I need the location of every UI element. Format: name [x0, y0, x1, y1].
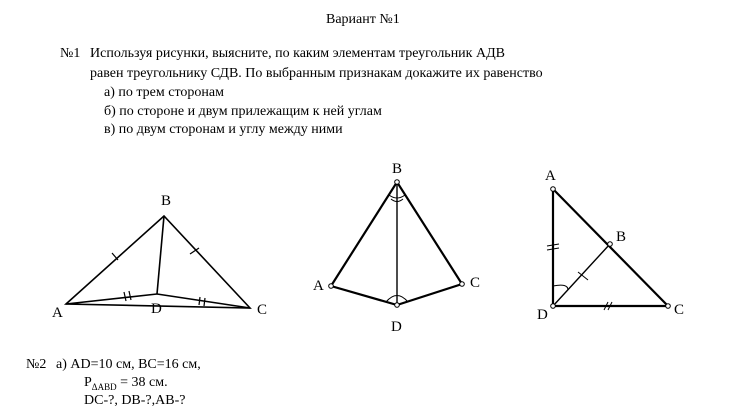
task2-perimeter-label: P — [84, 375, 92, 390]
figure2-vertex-c — [460, 282, 465, 287]
figure1-label-a: A — [52, 305, 63, 321]
figure3-vertex-b — [608, 242, 613, 247]
figure1-label-b: B — [161, 193, 172, 209]
figure3-vertex-c — [666, 304, 671, 309]
figure3-label-d: D — [537, 307, 548, 323]
page-title: Вариант №1 — [326, 12, 400, 27]
figure2-label-a: A — [313, 278, 324, 294]
figure1-tick-dc-1 — [199, 297, 200, 305]
figure2-label-c: C — [470, 275, 481, 291]
task2-given: а) AD=10 см, BC=16 см, — [56, 357, 201, 372]
figure1-tick-ad-1 — [124, 292, 126, 301]
figure1-cevian-bd — [157, 216, 164, 294]
figure2-vertex-d — [395, 303, 400, 308]
figure3-vertex-d — [551, 304, 556, 309]
figure3-label-c: C — [674, 302, 685, 318]
figure2-label-d: D — [391, 319, 402, 335]
figure2-vertex-a — [329, 284, 334, 289]
figure3-side-ac — [553, 189, 668, 306]
figure3-angle-d-arc — [553, 285, 568, 290]
task1-option-c: в) по двум сторонам и углу между ними — [104, 122, 343, 137]
figure3-label-a: A — [545, 168, 556, 184]
figure3-label-b: B — [616, 229, 627, 245]
figure1-tick-ad-2 — [129, 291, 131, 300]
figure2-label-b: B — [392, 161, 403, 177]
task1-number: №1 — [60, 46, 81, 61]
task2-perimeter — [84, 375, 168, 395]
figure2-vertex-b — [395, 180, 400, 185]
figure3-vertex-a — [551, 187, 556, 192]
figure1-segment-ad — [66, 294, 157, 304]
task2-perimeter-value: = 38 см. — [116, 375, 168, 390]
figure1-label-c: C — [257, 302, 268, 318]
figure-2 — [331, 182, 462, 305]
figure1-tick-dc-2 — [204, 298, 205, 306]
task1-option-b: б) по стороне и двум прилежащим к ней углам — [104, 104, 382, 119]
task2-question: DC-?, DB-?,AB-? — [84, 393, 186, 408]
task1-option-a: а) по трем сторонам — [104, 85, 224, 100]
task1-line1: Используя рисунки, выясните, по каким элементам треугольник АДВ — [90, 46, 505, 61]
task2-number: №2 — [26, 357, 47, 372]
task2-perimeter-sub: ΔABD — [91, 381, 117, 392]
figure-3 — [547, 189, 668, 310]
task1-line2: равен треугольнику СДВ. По выбранным признакам докажите их равенство — [90, 66, 543, 81]
figure1-label-d: D — [151, 301, 162, 317]
figure-1 — [66, 216, 250, 308]
